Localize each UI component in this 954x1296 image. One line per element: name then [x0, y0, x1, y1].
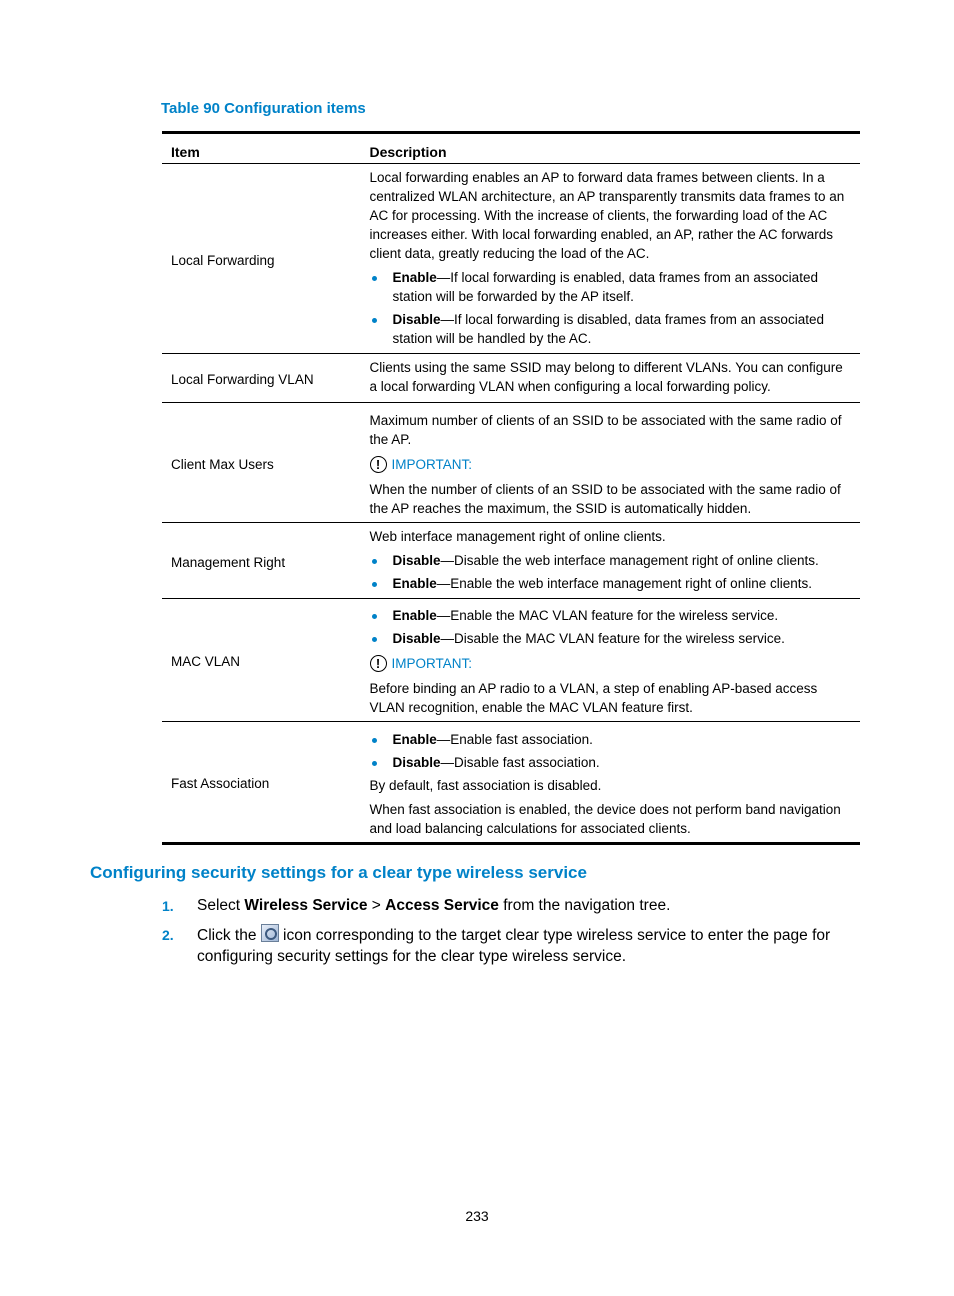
bullet-text: —If local forwarding is enabled, data frames from an associated station will be forwarded by the AP itself. — [392, 270, 818, 304]
bullet-item — [370, 753, 853, 772]
description-text: Before binding an AP radio to a VLAN, a step of enabling AP-based access VLAN recognition, enable the MAC VLAN feature first. — [369, 681, 818, 715]
bullet-icon — [372, 318, 377, 323]
bullet-text: —Disable the MAC VLAN feature for the wireless service. — [440, 631, 785, 646]
bullet-text: —Enable fast association. — [436, 731, 593, 747]
description-cell — [361, 599, 861, 722]
bullet-term: Enable — [392, 608, 437, 623]
bullet-icon — [372, 637, 377, 642]
description-text: Local forwarding enables an AP to forward data frames between clients. In a centralized WLAN architecture, an AP transparently transmits data frames to an AC for processing. With the increase of clients, the forwarding load of the AC increases either. With local forwarding enabled, an AP, rather the AC forwards client data, greatly reducing the load of the AC. — [369, 170, 845, 261]
step-item — [162, 924, 862, 967]
bullet-item — [370, 551, 853, 570]
description-cell — [361, 722, 861, 844]
bullet-icon — [372, 582, 377, 587]
table-row — [162, 599, 860, 722]
bullet-text: —Disable the web interface management right of online clients. — [440, 553, 819, 568]
bullet-term: Disable — [392, 631, 441, 646]
step-text: > — [367, 897, 386, 914]
item-cell: Fast Association — [162, 722, 361, 844]
step-item — [162, 895, 862, 916]
description-cell — [361, 164, 861, 354]
table-row — [162, 523, 860, 599]
important-note — [370, 654, 853, 673]
description-text: When fast association is enabled, the device does not perform band navigation and load balancing calculations for associated clients. — [369, 801, 841, 836]
bullet-term: Enable — [392, 731, 437, 747]
bullet-icon — [372, 276, 377, 281]
description-cell — [361, 523, 861, 599]
description-text: When the number of clients of an SSID to be associated with the same radio of the AP reaches the maximum, the SSID is automatically hidden. — [369, 481, 841, 516]
step-text: Click the — [197, 927, 261, 944]
description-text: Maximum number of clients of an SSID to be associated with the same radio of the AP. — [369, 412, 842, 447]
bullet-text: —Disable fast association. — [440, 754, 600, 770]
important-icon: ! — [370, 456, 387, 473]
bullet-term: Enable — [392, 576, 437, 591]
configure-icon — [261, 924, 279, 942]
bullet-term: Disable — [392, 553, 441, 568]
bullet-term: Disable — [392, 312, 441, 327]
bullet-item — [370, 629, 853, 648]
procedure-steps — [162, 895, 862, 975]
section-title: Configuring security settings for a clear type wireless service — [90, 863, 587, 882]
bullet-icon — [372, 738, 377, 743]
table-row — [162, 164, 860, 354]
bullet-term: Disable — [392, 754, 441, 770]
step-text: from the navigation tree. — [498, 897, 671, 914]
bullet-text: —Enable the web interface management right of online clients. — [436, 576, 812, 591]
item-cell: Management Right — [162, 523, 361, 599]
configuration-items-table — [162, 131, 860, 845]
bullet-item — [370, 574, 853, 593]
bullet-icon — [372, 559, 377, 564]
item-cell: Local Forwarding VLAN — [162, 354, 361, 403]
important-label: IMPORTANT: — [391, 656, 473, 671]
description-cell — [361, 354, 861, 403]
item-cell: Client Max Users — [162, 403, 361, 523]
item-cell: Local Forwarding — [162, 164, 361, 354]
step-text: Select — [197, 897, 245, 914]
page-number: 233 — [465, 1208, 489, 1224]
header-description: Description — [361, 133, 861, 164]
bullet-text: —Enable the MAC VLAN feature for the wireless service. — [436, 608, 779, 623]
important-icon: ! — [370, 655, 387, 672]
description-text: By default, fast association is disabled. — [369, 777, 602, 793]
menu-path-wireless-service: Wireless Service — [244, 897, 368, 914]
table-row — [162, 722, 860, 844]
bullet-item — [370, 268, 853, 306]
description-cell — [361, 403, 861, 523]
bullet-icon — [372, 761, 377, 766]
description-text: Web interface management right of online clients. — [369, 529, 666, 544]
important-note — [370, 455, 853, 474]
bullet-item — [370, 310, 853, 348]
description-text: Clients using the same SSID may belong to different VLANs. You can configure a local forwarding VLAN when configuring a local forwarding policy. — [369, 360, 843, 394]
table-row — [162, 403, 860, 523]
item-cell: MAC VLAN — [162, 599, 361, 722]
menu-path-access-service: Access Service — [385, 897, 499, 914]
bullet-text: —If local forwarding is disabled, data frames from an associated station will be handled by the AC. — [392, 312, 824, 346]
important-label: IMPORTANT: — [391, 456, 473, 472]
step-text: icon corresponding to the target clear type wireless service to enter the page for configuring security settings for the clear type wireless service. — [197, 927, 831, 965]
bullet-item — [370, 730, 853, 749]
table-header-row — [162, 133, 860, 164]
table-caption: Table 90 Configuration items — [161, 100, 366, 117]
bullet-term: Enable — [392, 270, 437, 285]
step-number: 1. — [162, 898, 174, 914]
step-number: 2. — [162, 927, 174, 943]
bullet-item — [370, 606, 853, 625]
bullet-icon — [372, 614, 377, 619]
table-row — [162, 354, 860, 403]
header-item: Item — [162, 133, 361, 164]
